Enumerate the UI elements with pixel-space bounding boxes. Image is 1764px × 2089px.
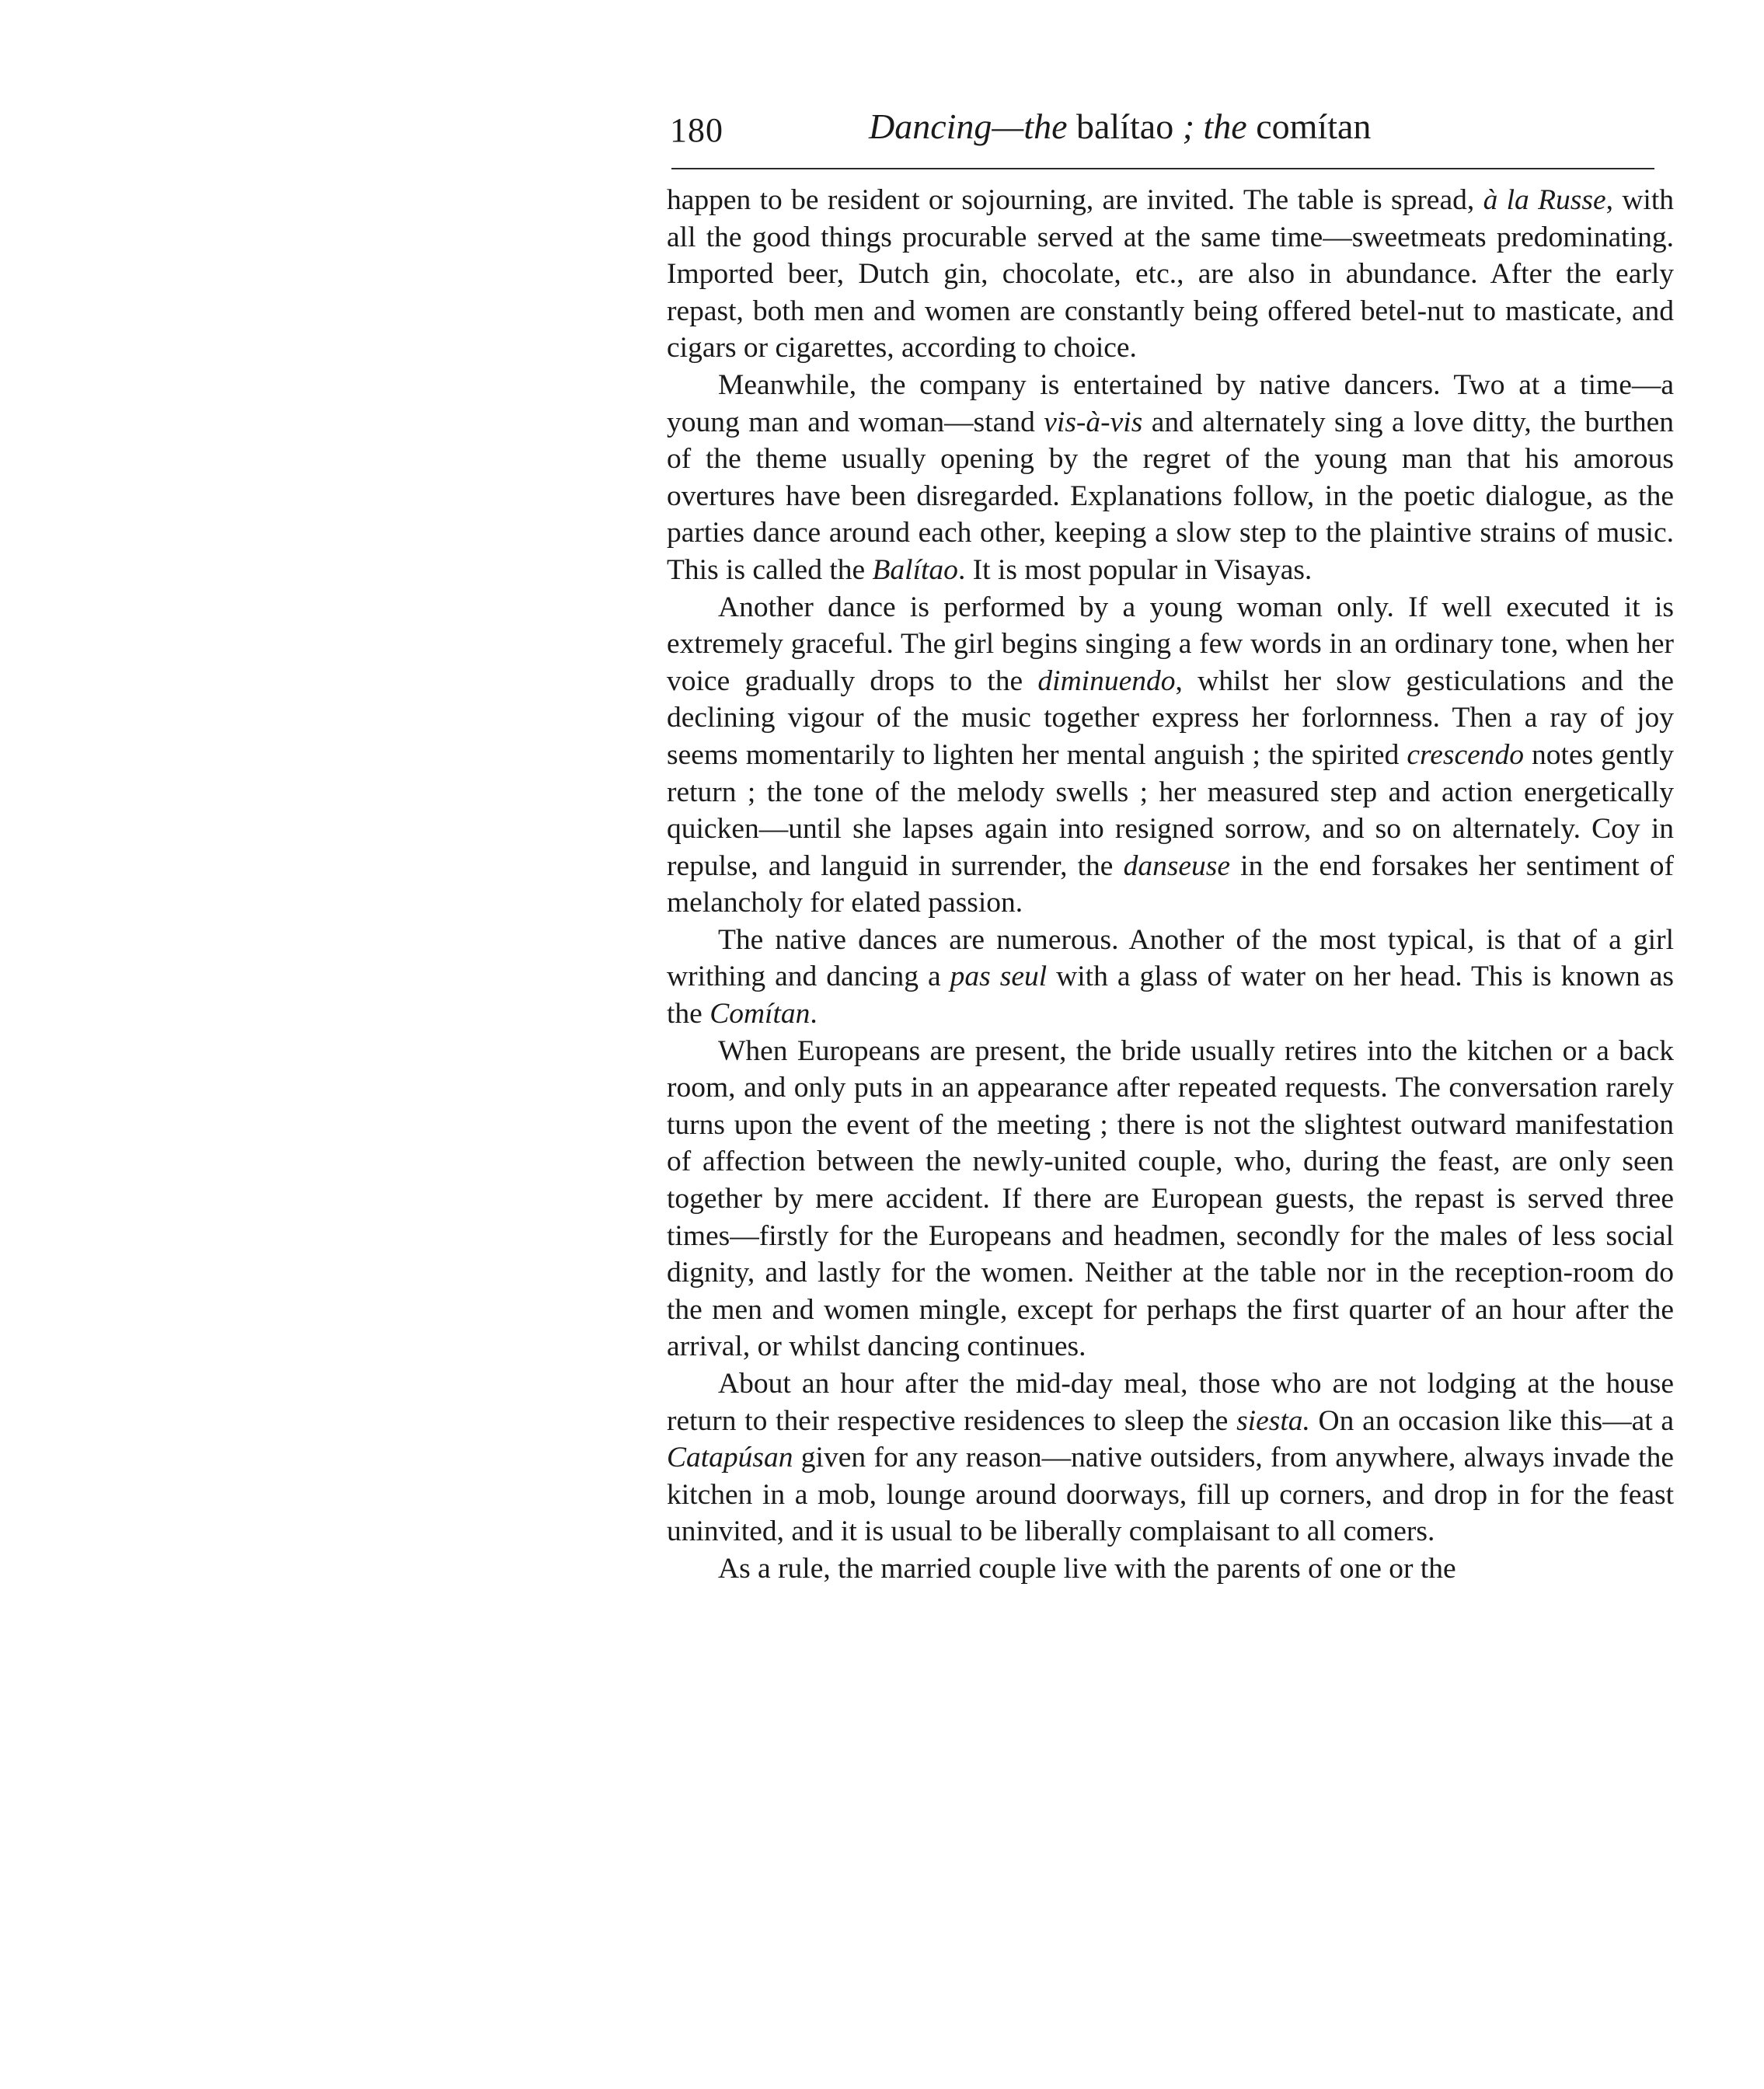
italic-phrase: pas seul <box>950 961 1048 993</box>
italic-phrase: vis-à-vis <box>1044 406 1143 438</box>
page-number: 180 <box>670 111 723 149</box>
text-run: , whilst her slow gesticulations and the declining vigour of the music together express her forlornness. Then a ray of joy seems momentarily to lighten her mental anguish ; the spirited <box>667 664 1674 771</box>
italic-phrase: à la Russe <box>1483 184 1606 216</box>
text-run: given for any reason—native outsiders, from anywhere, always invade the kitchen in a mob, lounge around doorways, fill up corners, and drop in for the feast uninvited, and it is usual to be liberally complaisant to all comers. <box>667 1442 1674 1548</box>
italic-phrase: diminuendo <box>1037 664 1176 697</box>
header-rule <box>671 168 1654 169</box>
text-run: with a glass of water on her head. This is known as the <box>667 961 1674 1031</box>
text-run: in the end forsakes her sentiment of melancholy for elated passion. <box>667 849 1674 919</box>
italic-phrase: Catapúsan <box>667 1442 793 1474</box>
page-header <box>667 101 1677 163</box>
body-text <box>667 182 1674 1588</box>
text-run: notes gently return ; the tone of the melody swells ; her measured step and action energetically quicken—until she lapses again into resigned sorrow, and so on alternately. Coy in repulse, and languid in surrender, the <box>667 738 1674 882</box>
paragraph <box>667 922 1674 1033</box>
text-run: When Europeans are present, the bride usually retires into the kitchen or a back room, and only puts in an appearance after repeated requests. The conversation rarely turns upon the event of the meeting ; there is not the slightest outward manifestation of affection between the newly-united couple, who, during the feast, are only seen together by mere accident. If there are European guests, the repast is served three times—firstly for the Europeans and headmen, secondly for the males of less social dignity, and lastly for the women. Neither at the table nor in the reception-room do the men and women mingle, except for perhaps the first quarter of an hour after the arrival, or whilst dancing continues. <box>667 1034 1674 1363</box>
running-head-part: comítan <box>1256 106 1372 146</box>
italic-phrase: danseuse <box>1123 849 1231 882</box>
text-run: The native dances are numerous. Another of the most typical, is that of a girl writhing and dancing a <box>667 923 1674 993</box>
paragraph <box>667 1365 1674 1550</box>
italic-phrase: crescendo <box>1407 738 1524 771</box>
book-page <box>667 101 1677 1585</box>
italic-phrase: Comítan <box>709 998 811 1031</box>
text-run: happen to be resident or sojourning, are invited. The table is spread, <box>667 184 1483 216</box>
text-run: . It is most popular in Visayas. <box>957 553 1313 586</box>
running-head-part: balítao <box>1076 106 1174 146</box>
paragraph <box>667 367 1674 589</box>
italic-phrase: siesta. <box>1236 1404 1310 1437</box>
text-run: About an hour after the mid-day meal, those who are not lodging at the house return to their respective residences to sleep the <box>667 1368 1674 1437</box>
text-run: and alternately sing a love ditty, the burthen of the theme usually opening by the regret of the young man that his amorous overtures have been disregarded. Explanations follow, in the poetic dialogue, as the parties dance around each other, keeping a slow step to the plaintive strains of music. This is called the <box>667 406 1674 586</box>
paragraph <box>667 1550 1674 1588</box>
text-run: On an occasion like this—at a <box>1309 1404 1674 1437</box>
text-run: Another dance is performed by a young woman only. If well executed it is extremely graceful. The girl begins singing a few words in an ordinary tone, when her voice gradually drops to the <box>667 591 1674 697</box>
italic-phrase: Balítao <box>872 553 958 586</box>
text-run: , with all the good things procurable served at the same time—sweetmeats predominating. Imported beer, Dutch gin, chocolate, etc., are also in abundance. After the early repast, both men and women are constantly being offered betel-nut to masticate, and cigars or cigarettes, according to choice. <box>667 184 1674 364</box>
running-head <box>869 106 1371 147</box>
text-run: Meanwhile, the company is entertained by native dancers. Two at a time—a young man and woman—stand <box>667 368 1674 438</box>
paragraph <box>667 182 1674 367</box>
text-run: As a rule, the married couple live with the parents of one or the <box>718 1552 1456 1585</box>
paragraph <box>667 1033 1674 1365</box>
running-head-part: ; <box>1182 106 1195 146</box>
running-head-part: Dancing—the <box>869 106 1068 146</box>
running-head-part: the <box>1203 106 1247 146</box>
text-run: . <box>810 998 818 1031</box>
paragraph <box>667 589 1674 922</box>
